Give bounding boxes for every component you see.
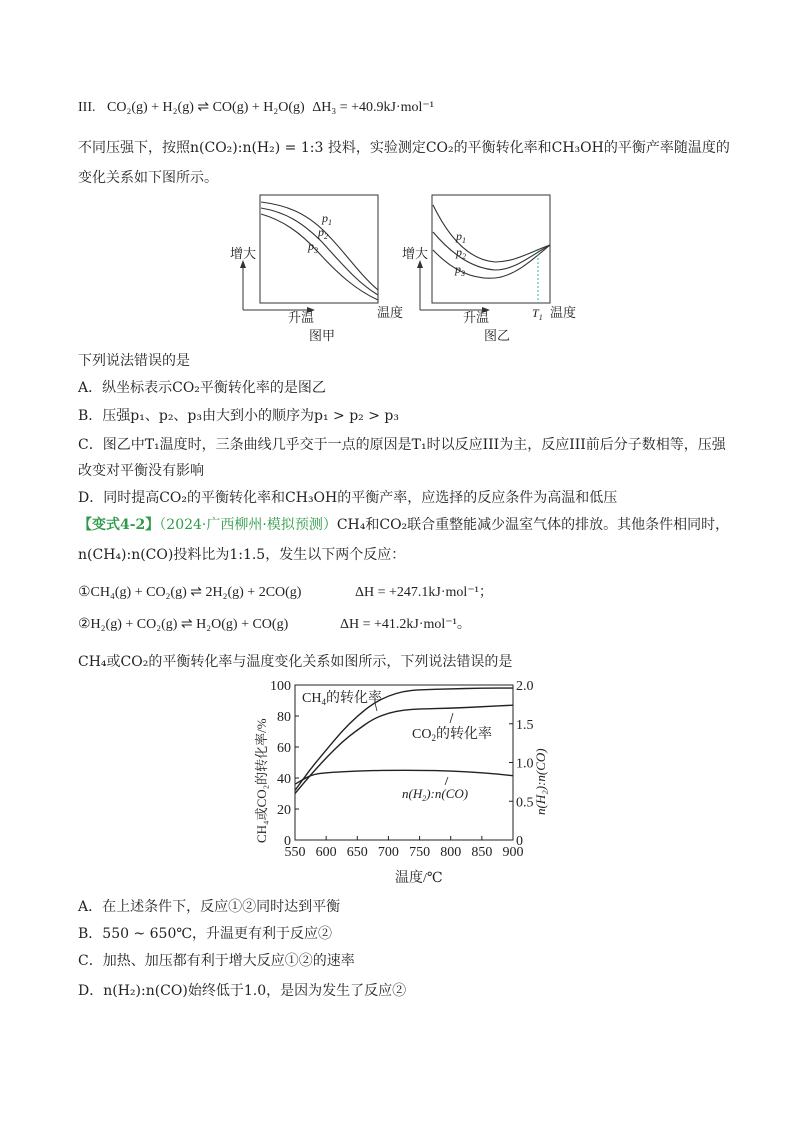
chart-y-label: CH₄或CO₂的转化率/% (254, 718, 269, 843)
figure-a-y-arrowhead (240, 260, 246, 268)
variant-header (78, 514, 729, 536)
series-h2-co-ratio (295, 770, 513, 784)
figure-a-caption: 图甲 (309, 328, 336, 343)
variant-source: （2024·广西柳州·模拟预测） (159, 517, 337, 533)
chart-frame (295, 685, 513, 840)
intro-line-2: 变化关系如下图所示。 (78, 170, 218, 186)
y-tick-label: 20 (277, 803, 291, 818)
y-tick-label: 100 (270, 679, 291, 694)
figure-b-curve-p2 (433, 232, 550, 270)
x-tick-label: 700 (377, 845, 399, 860)
figure-a-x-label: 升温 (288, 310, 315, 325)
q1-prompt: 下列说法错误的是 (78, 353, 190, 369)
y2-tick-label: 2.0 (516, 679, 534, 694)
reaction-2: ②H₂(g) + CO₂(g) ⇌ H₂O(g) + CO(g) (78, 617, 289, 632)
y-tick-label: 0 (284, 834, 291, 849)
q2-option-b: B．550 ~ 650℃，升温更有利于反应② (78, 926, 333, 942)
figure-b-t1-label: $T_1$ (532, 306, 543, 322)
y2-tick-label: 0.5 (516, 795, 534, 811)
chart-leader-ratio (445, 777, 448, 785)
q2-option-c: C．加热、加压都有利于增大反应①②的速率 (78, 953, 355, 969)
chart-legend-ch4: $CH_4$的转化率 (302, 691, 382, 707)
figure-b-label-p2: $p_2$ (456, 245, 466, 261)
reaction-2-dh: ΔH = +41.2kJ·mol⁻¹。 (340, 617, 471, 632)
figure-a-label-p1: $p_1$ (322, 211, 332, 227)
figure-a-curve-p1 (261, 202, 378, 290)
variant-text-1: CH₄和CO₂联合重整能减少温室气体的排放。其他条件相同时， (336, 517, 730, 533)
y2-tick-label: 0 (516, 834, 523, 849)
figure-a (230, 190, 420, 345)
y2-tick-label: 1.5 (516, 717, 534, 733)
q2-option-a: A．在上述条件下，反应①②同时达到平衡 (78, 899, 341, 915)
y-tick-label: 40 (277, 772, 291, 787)
chart-x-label: 温度/℃ (395, 871, 443, 886)
q1-option-a: A．纵坐标表示CO₂平衡转化率的是图乙 (78, 380, 326, 396)
figure-b-label-p3: $p_3$ (455, 262, 465, 278)
reaction-iii (78, 97, 434, 119)
y-tick-label: 80 (277, 710, 291, 725)
figure-a-x-axis-label: 温度 (377, 305, 404, 320)
x-tick-label: 900 (502, 845, 524, 860)
variant-text-3: CH₄或CO₂的平衡转化率与温度变化关系如图所示，下列说法错误的是 (78, 654, 513, 670)
figure-b-caption: 图乙 (484, 328, 511, 343)
figure-b-y-arrowhead (417, 260, 423, 268)
q1-option-c-line2: 改变对平衡没有影响 (78, 463, 204, 479)
q1-option-b: B．压强p₁、p₂、p₃由大到小的顺序为p₁ > p₂ > p₃ (78, 408, 399, 424)
chart-legend-co2: $CO_2$的转化率 (412, 727, 492, 743)
figure-a-label-p3: $p_3$ (308, 239, 318, 255)
figure-a-frame (260, 195, 378, 303)
intro-line-1: 不同压强下，按照n(CO₂):n(H₂) = 1:3 投料，实验测定CO₂的平衡转化率和CH₃OH的平衡产率随温度的 (78, 140, 730, 156)
x-tick-label: 800 (440, 845, 462, 860)
reaction-iii-dh: ΔH₃ = +40.9kJ·mol⁻¹ (312, 100, 434, 115)
variant-text-2: n(CH₄):n(CO)投料比为1:1.5，发生以下两个反应： (78, 547, 406, 563)
figure-b-y-label: 增大 (402, 246, 429, 261)
reaction-iii-label: III. (78, 100, 96, 115)
figure-b-x-axis-label: 温度 (550, 305, 577, 320)
x-tick-label: 550 (284, 845, 306, 860)
reaction-iii-equation: CO₂(g) + H₂(g) ⇌ CO(g) + H₂O(g) (107, 100, 305, 115)
q1-option-c-line1: C．图乙中T₁温度时，三条曲线几乎交于一点的原因是T₁时以反应III为主，反应III前后分子数相等，压强 (78, 437, 726, 453)
figure-b-label-p1: $p_1$ (456, 229, 466, 245)
reaction-1-dh: ΔH = +247.1kJ·mol⁻¹； (355, 585, 493, 600)
series-co2-conversion (295, 705, 513, 793)
x-tick-label: 650 (346, 845, 368, 860)
y2-tick-label: 1.0 (516, 756, 534, 772)
x-tick-label: 600 (315, 845, 337, 860)
x-tick-label: 850 (471, 845, 493, 860)
conversion-chart (245, 675, 555, 890)
reaction-1: ①CH₄(g) + CO₂(g) ⇌ 2H₂(g) + 2CO(g) (78, 585, 302, 600)
q1-option-d: D．同时提高CO₂的平衡转化率和CH₃OH的平衡产率，应选择的反应条件为高温和低压 (78, 490, 618, 506)
y-tick-label: 60 (277, 741, 291, 756)
x-tick-label: 750 (409, 845, 431, 860)
figure-b (400, 190, 590, 345)
figure-a-label-p2: $p_2$ (318, 225, 328, 241)
q2-option-d: D．n(H₂):n(CO)始终低于1.0，是因为发生了反应② (78, 983, 407, 999)
chart-leader-co2 (450, 713, 453, 723)
figure-b-curve-p1 (433, 205, 550, 262)
chart-y2-label: n(H₂):n(CO) (533, 748, 548, 815)
variant-tag: 【变式4-2】 (78, 517, 160, 533)
chart-legend-ratio: $n(H_2):n(CO)$ (402, 786, 469, 803)
figure-a-y-label: 增大 (230, 246, 257, 261)
figure-b-x-label: 升温 (463, 310, 490, 325)
